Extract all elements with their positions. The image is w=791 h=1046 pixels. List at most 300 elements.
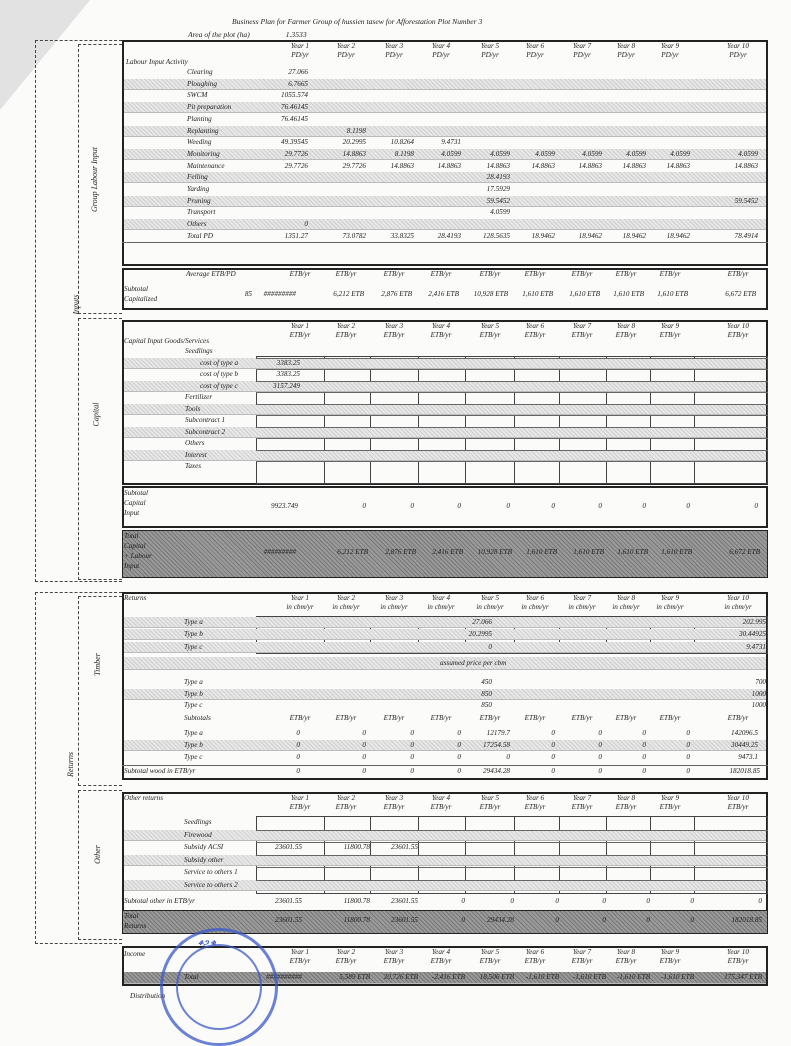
revenue-cell: 9473.1 xyxy=(738,753,758,761)
labour-row-label: Felling xyxy=(187,173,208,182)
income-unit-4: ETB/yr xyxy=(430,957,452,965)
revenue-cell: 0 xyxy=(642,729,646,737)
subtotal-label: Subtotal xyxy=(124,285,148,293)
capital-row-label: Subcontract 1 xyxy=(185,416,226,424)
total-capital-cell: 1,610 ETB xyxy=(661,548,692,556)
capital-subtotal-box xyxy=(122,486,768,528)
capital-year-10: Year 10 xyxy=(727,322,749,330)
other-row-label: Subsidy other xyxy=(184,855,224,864)
capital-grid-vline xyxy=(514,356,515,484)
volume-y10: 9.4731 xyxy=(746,642,766,651)
area-value: 1.3533 xyxy=(285,30,307,39)
capital-subtotal-cell: 0 xyxy=(754,502,758,510)
income-col0: Income xyxy=(124,950,146,958)
avg-value: 85 xyxy=(244,290,252,298)
capital-grid-hline xyxy=(256,438,768,439)
labour-row-band xyxy=(124,126,766,137)
labour-cell: 14.8863 xyxy=(486,161,510,170)
income-cell: 20,726 ETB xyxy=(383,973,418,981)
labour-cell: 78.4914 xyxy=(734,231,758,240)
capital-row-label: cost of type c xyxy=(200,381,238,390)
revenue-cell: 142096.5 xyxy=(731,729,758,737)
price-type: Type a xyxy=(184,678,203,686)
other-grid-hline xyxy=(256,855,768,856)
labour-year-6: Year 6 xyxy=(525,42,545,50)
income-year-2: Year 2 xyxy=(336,948,356,956)
income-unit-10: ETB/yr xyxy=(727,957,749,965)
price-y5: 450 xyxy=(481,678,492,686)
labour-cell: 76.46145 xyxy=(281,114,308,123)
timber-sub-cell: 0 xyxy=(598,767,602,775)
volume-type: Type b xyxy=(184,630,203,639)
capital-unit-9: ETB/yr xyxy=(659,331,681,339)
labour-year-3: Year 3 xyxy=(384,42,404,50)
cap-sub1: Subtotal xyxy=(124,489,148,497)
timber-year-8: Year 8 xyxy=(616,594,636,602)
capital-unit-1: ETB/yr xyxy=(289,331,311,339)
volume-y10: 30.44925 xyxy=(739,630,766,639)
labour-cell: 33.8325 xyxy=(390,231,414,240)
revenue-cell: 17254.58 xyxy=(483,741,510,749)
revenue-cell: 0 xyxy=(686,729,690,737)
other-row-label: Service to others 1 xyxy=(184,868,238,877)
capital-grid xyxy=(256,356,768,484)
capital-grid-hline xyxy=(256,381,768,382)
other-unit-5: ETB/yr xyxy=(479,803,501,811)
volume-row-band xyxy=(124,617,766,628)
labour-cell: 4.0599 xyxy=(626,149,646,158)
income-year-1: Year 1 xyxy=(290,948,310,956)
capital-subtotal-cell: 0 xyxy=(551,502,555,510)
labour-row-label: Transport xyxy=(187,208,216,217)
timber-sub-cell: 0 xyxy=(686,767,690,775)
total-returns-cell: 11800.78 xyxy=(343,916,370,924)
income-year-3: Year 3 xyxy=(384,948,404,956)
labour-unit-5: PD/yr xyxy=(481,51,499,59)
label-inputs: Inputs xyxy=(71,294,81,315)
income-year-9: Year 9 xyxy=(660,948,680,956)
capital-row-label: Subcontract 2 xyxy=(185,427,226,436)
labour-total-line xyxy=(122,242,768,243)
other-unit-1: ETB/yr xyxy=(289,803,311,811)
capital-grid-vline xyxy=(694,356,695,484)
labour-cell: 9.4731 xyxy=(441,138,461,147)
other-sub-cell: 23601.55 xyxy=(391,897,418,905)
timber-unit-9: in cbm/yr xyxy=(656,603,684,611)
labour-cell: 18.9462 xyxy=(622,231,646,240)
timber-year-7: Year 7 xyxy=(572,594,592,602)
labour-unit-4: PD/yr xyxy=(432,51,450,59)
label-timber: Timber xyxy=(92,653,102,676)
avg-label: Average ETB/PD xyxy=(186,270,236,278)
capital-row-label: cost of type a xyxy=(200,358,239,367)
other-unit-8: ETB/yr xyxy=(615,803,637,811)
timber-unit-3: in cbm/yr xyxy=(380,603,408,611)
capital-grid-hline xyxy=(256,392,768,393)
total-returns-cell: 23601.55 xyxy=(275,916,302,924)
subtotals-unit: ETB/yr xyxy=(335,714,357,722)
labour-year-7: Year 7 xyxy=(572,42,592,50)
labour-row-band xyxy=(124,79,766,90)
other-sub-cell: 0 xyxy=(646,897,650,905)
labour-cell: 73.0782 xyxy=(342,231,366,240)
income-cell: -2,416 ETB xyxy=(431,973,465,981)
other-sub-cell: 0 xyxy=(602,897,606,905)
capital-grid-vline xyxy=(650,356,651,484)
labour-cell: 4.0599 xyxy=(441,149,461,158)
income-unit-5: ETB/yr xyxy=(479,957,501,965)
labour-bracket xyxy=(78,44,122,314)
capital-subtotal-cell: 0 xyxy=(686,502,690,510)
other-sub-cell: 0 xyxy=(510,897,514,905)
other-sub-cell: 0 xyxy=(555,897,559,905)
timber-sub-label: Subtotal wood in ETB/yr xyxy=(124,767,196,775)
assumed-label: assumed price per cbm xyxy=(440,659,507,667)
revenue-cell: 0 xyxy=(362,753,366,761)
capital-unit-4: ETB/yr xyxy=(430,331,452,339)
tot3: + Labour xyxy=(124,552,152,560)
label-returns: Returns xyxy=(65,752,75,777)
labour-cell: 0 xyxy=(304,220,308,229)
timber-col0: Returns xyxy=(124,594,147,602)
other-unit-6: ETB/yr xyxy=(524,803,546,811)
subtotals-unit: ETB/yr xyxy=(289,714,311,722)
tot-returns-1: Total xyxy=(124,912,139,920)
revenue-cell: 0 xyxy=(457,741,461,749)
labour-unit-2: PD/yr xyxy=(337,51,355,59)
other-year-8: Year 8 xyxy=(616,794,636,802)
subtotals-unit: ETB/yr xyxy=(479,714,501,722)
revenue-cell: 0 xyxy=(642,741,646,749)
income-year-10: Year 10 xyxy=(727,948,749,956)
official-stamp-inner xyxy=(176,944,262,1030)
capital-unit-10: ETB/yr xyxy=(727,331,749,339)
tot-returns-2: Returns xyxy=(124,922,147,930)
total-capital-cell: 10,928 ETB xyxy=(477,548,512,556)
other-year-5: Year 5 xyxy=(480,794,500,802)
labour-subtotal-cell: 2,876 ETB xyxy=(381,290,412,298)
labour-cell: 18.9462 xyxy=(578,231,602,240)
revenue-cell: 30449.25 xyxy=(731,741,758,749)
capital-grid-vline xyxy=(606,356,607,484)
labour-unit-7: PD/yr xyxy=(573,51,591,59)
total-returns-cell: 0 xyxy=(646,916,650,924)
capital-grid-vline xyxy=(324,356,325,484)
labour-col0: Labour Input Activity xyxy=(126,58,188,66)
labour-cell: 18.9462 xyxy=(531,231,555,240)
total-capital-cell: 6,212 ETB xyxy=(337,548,368,556)
avg-unit: ETB/yr xyxy=(335,270,357,278)
labour-subtotal-cell: 1,610 ETB xyxy=(569,290,600,298)
timber-year-5: Year 5 xyxy=(480,594,500,602)
timber-year-6: Year 6 xyxy=(525,594,545,602)
revenue-cell: 0 xyxy=(296,753,300,761)
capital-subtotal-cell: 0 xyxy=(642,502,646,510)
labour-year-5: Year 5 xyxy=(480,42,500,50)
total-returns-cell: 0 xyxy=(461,916,465,924)
labour-cell: 8.1198 xyxy=(346,126,366,135)
total-capital-cell: 1,610 ETB xyxy=(573,548,604,556)
timber-bracket xyxy=(78,596,122,786)
capital-year-4: Year 4 xyxy=(431,322,451,330)
timber-unit-2: in cbm/yr xyxy=(332,603,360,611)
total-returns-cell: 0 xyxy=(602,916,606,924)
total-returns-cell: 0 xyxy=(555,916,559,924)
avg-unit: ETB/yr xyxy=(383,270,405,278)
labour-cell: 28.4193 xyxy=(486,173,510,182)
capital-subtotal-cell: 0 xyxy=(457,502,461,510)
labour-cell: 17.5929 xyxy=(486,185,510,193)
capital-subtotal-cell: 9923.749 xyxy=(271,502,298,510)
capital-grid-hline xyxy=(256,358,768,359)
total-returns-cell: 29434.28 xyxy=(487,916,514,924)
labour-row-band xyxy=(124,172,766,183)
revenue-type: Type a xyxy=(184,729,203,737)
revenue-cell: 0 xyxy=(506,753,510,761)
capital-unit-6: ETB/yr xyxy=(524,331,546,339)
other-grid-hline xyxy=(256,867,768,868)
price-type: Type b xyxy=(184,689,203,698)
total-capital-cell: 2,416 ETB xyxy=(432,548,463,556)
timber-sub-cell: 29434.28 xyxy=(483,767,510,775)
labour-subtotal-cell: 1,610 ETB xyxy=(522,290,553,298)
revenue-cell: 0 xyxy=(410,753,414,761)
labour-cell: 6.7665 xyxy=(288,79,308,88)
tot1: Total xyxy=(124,532,139,540)
income-year-8: Year 8 xyxy=(616,948,636,956)
labour-cell: 14.8863 xyxy=(342,149,366,158)
labour-unit-3: PD/yr xyxy=(385,51,403,59)
subtotals-unit: ETB/yr xyxy=(524,714,546,722)
revenue-cell: 0 xyxy=(457,753,461,761)
total-capital-cell: 6,672 ETB xyxy=(729,548,760,556)
price-type: Type c xyxy=(184,701,203,709)
timber-sub-cell: 0 xyxy=(642,767,646,775)
revenue-cell: 0 xyxy=(598,741,602,749)
volume-y5: 27.066 xyxy=(472,618,492,626)
area-line xyxy=(188,30,307,39)
revenue-cell: 0 xyxy=(410,741,414,749)
total-capital-cell: ######### xyxy=(263,548,296,556)
volume-type: Type a xyxy=(184,618,203,626)
other-year-6: Year 6 xyxy=(525,794,545,802)
page-title: Business Plan for Farmer Group of hussien tasew for Afforestation Plot Number 3 xyxy=(232,17,483,26)
volume-y10: 202.995 xyxy=(742,618,766,626)
labour-cell: 4.0599 xyxy=(535,149,555,158)
revenue-cell: 0 xyxy=(457,729,461,737)
other-row-label: Firewood xyxy=(184,830,212,839)
capital-grid-hline xyxy=(256,450,768,451)
other-grid-hline xyxy=(256,830,768,831)
other-sub-label: Subtotal other in ETB/yr xyxy=(124,897,195,905)
capital-subtotal-cell: 0 xyxy=(362,502,366,510)
income-year-7: Year 7 xyxy=(572,948,592,956)
capital-unit-7: ETB/yr xyxy=(571,331,593,339)
labour-cell: 29.7726 xyxy=(284,149,308,158)
capital-unit-2: ETB/yr xyxy=(335,331,357,339)
subtotals-unit: ETB/yr xyxy=(615,714,637,722)
revenue-row-band xyxy=(124,740,766,751)
other-unit-3: ETB/yr xyxy=(383,803,405,811)
other-sub-cell: 11800.78 xyxy=(343,897,370,905)
other-row-label: Subsidy ACSI xyxy=(184,843,224,852)
total-capital-cell: 1,610 ETB xyxy=(526,548,557,556)
capital-grid-hline xyxy=(256,461,768,462)
labour-year-1: Year 1 xyxy=(290,42,310,50)
revenue-cell: 0 xyxy=(551,729,555,737)
labour-subtotal-cell: 6,212 ETB xyxy=(333,290,364,298)
revenue-type: Type b xyxy=(184,741,203,749)
income-year-6: Year 6 xyxy=(525,948,545,956)
other-year-3: Year 3 xyxy=(384,794,404,802)
price-y10: 1000 xyxy=(751,689,766,698)
income-unit-1: ETB/yr xyxy=(289,957,311,965)
capital-cell: 3157.249 xyxy=(273,381,300,390)
timber-sub-cell: 0 xyxy=(296,767,300,775)
capital-grid-vline xyxy=(465,356,466,484)
subtotals-unit: ETB/yr xyxy=(383,714,405,722)
revenue-cell: 12179.7 xyxy=(486,729,510,737)
other-sub-cell: 23601.55 xyxy=(275,897,302,905)
revenue-cell: 0 xyxy=(362,741,366,749)
timber-year-1: Year 1 xyxy=(290,594,310,602)
labour-unit-10: PD/yr xyxy=(729,51,747,59)
labour-cell: 4.0599 xyxy=(582,149,602,158)
other-year-7: Year 7 xyxy=(572,794,592,802)
timber-year-3: Year 3 xyxy=(384,594,404,602)
income-cell: -1,610 ETB xyxy=(572,973,606,981)
timber-unit-8: in cbm/yr xyxy=(612,603,640,611)
avg-unit: ETB/yr xyxy=(727,270,749,278)
timber-sub-cell: 182018.85 xyxy=(729,767,760,775)
other-row-band xyxy=(124,830,766,841)
labour-row-label: Planting xyxy=(187,114,212,123)
subtotals-unit: ETB/yr xyxy=(430,714,452,722)
revenue-cell: 0 xyxy=(410,729,414,737)
tot2: Capital xyxy=(124,542,146,550)
total-returns-cell: 0 xyxy=(690,916,694,924)
timber-unit-5: in cbm/yr xyxy=(476,603,504,611)
labour-row-label: Yarding xyxy=(187,185,210,193)
revenue-cell: 0 xyxy=(296,729,300,737)
labour-cell: 14.8863 xyxy=(390,161,414,170)
labour-cell: 1351.27 xyxy=(284,231,308,240)
total-returns-cell: 182018.85 xyxy=(731,916,762,924)
capital-unit-8: ETB/yr xyxy=(615,331,637,339)
capital-year-5: Year 5 xyxy=(480,322,500,330)
volume-y5: 0 xyxy=(488,642,492,651)
labour-year-9: Year 9 xyxy=(660,42,680,50)
capital-grid-hline xyxy=(256,415,768,416)
labour-unit-9: PD/yr xyxy=(661,51,679,59)
labour-cell: 49.39545 xyxy=(281,138,308,147)
timber-sub-line xyxy=(122,765,768,766)
timber-unit-6: in cbm/yr xyxy=(521,603,549,611)
other-grid-hline xyxy=(256,880,768,881)
labour-cell: 29.7726 xyxy=(284,161,308,170)
labour-row-label: Weeding xyxy=(187,138,212,147)
labour-cell: 29.7726 xyxy=(342,161,366,170)
timber-year-10: Year 10 xyxy=(727,594,749,602)
labour-row-label: SWCM xyxy=(187,91,208,100)
revenue-cell: 0 xyxy=(598,753,602,761)
other-col0: Other returns xyxy=(124,794,164,802)
labour-row-label: Maintenance xyxy=(187,161,225,170)
avg-unit: ETB/yr xyxy=(524,270,546,278)
other-unit-2: ETB/yr xyxy=(335,803,357,811)
income-cell: ########## xyxy=(266,973,302,981)
capital-year-1: Year 1 xyxy=(290,322,310,330)
capital-year-2: Year 2 xyxy=(336,322,356,330)
timber-unit-1: in cbm/yr xyxy=(286,603,314,611)
other-row-label: Service to others 2 xyxy=(184,881,238,889)
capital-grid-vline xyxy=(418,356,419,484)
labour-cell: 59.5452 xyxy=(486,196,510,205)
income-total-label: Total xyxy=(184,973,199,981)
capital-subtotal-cell: 0 xyxy=(598,502,602,510)
other-unit-10: ETB/yr xyxy=(727,803,749,811)
capital-subtotal-cell: 0 xyxy=(506,502,510,510)
revenue-cell: 0 xyxy=(642,753,646,761)
capital-cell: 3383.25 xyxy=(276,370,300,378)
capital-row-label: Seedlings xyxy=(185,347,213,355)
labour-row-band xyxy=(124,219,766,230)
income-unit-8: ETB/yr xyxy=(615,957,637,965)
subtotals-label: Subtotals xyxy=(184,714,211,722)
volume-row-band xyxy=(124,642,766,653)
labour-row-label: Total PD xyxy=(187,231,213,240)
income-unit-7: ETB/yr xyxy=(571,957,593,965)
labour-cell: 10.8264 xyxy=(390,138,414,147)
income-cell: -1,610 ETB xyxy=(525,973,559,981)
labour-cell: 14.8863 xyxy=(531,161,555,170)
label-other: Other xyxy=(92,845,102,864)
income-unit-6: ETB/yr xyxy=(524,957,546,965)
timber-sub-cell: 0 xyxy=(457,767,461,775)
revenue-type: Type c xyxy=(184,753,203,761)
timber-unit-4: in cbm/yr xyxy=(427,603,455,611)
income-unit-3: ETB/yr xyxy=(383,957,405,965)
capital-grid-hline xyxy=(256,369,768,370)
timber-year-4: Year 4 xyxy=(431,594,451,602)
avg-unit: ETB/yr xyxy=(289,270,311,278)
capital-year-8: Year 8 xyxy=(616,322,636,330)
capital-year-3: Year 3 xyxy=(384,322,404,330)
other-year-1: Year 1 xyxy=(290,794,310,802)
label-capital: Capital xyxy=(91,402,101,427)
total-returns-cell: 23601.55 xyxy=(391,916,418,924)
labour-year-2: Year 2 xyxy=(336,42,356,50)
labour-subtotal-cell: 1,610 ETB xyxy=(657,290,688,298)
avg-unit: ETB/yr xyxy=(659,270,681,278)
capital-bracket xyxy=(78,318,122,580)
timber-sub-cell: 0 xyxy=(410,767,414,775)
labour-cell: 14.8863 xyxy=(437,161,461,170)
labour-cell: 18.9462 xyxy=(666,231,690,240)
capital-row-band xyxy=(124,450,766,461)
revenue-cell: 0 xyxy=(296,741,300,749)
distribution-label: Distribution xyxy=(130,992,166,1000)
other-sub-cell: 0 xyxy=(758,897,762,905)
timber-unit-7: in cbm/yr xyxy=(568,603,596,611)
cap-sub3: Input xyxy=(124,509,140,517)
labour-row-band xyxy=(124,196,766,207)
revenue-cell: 0 xyxy=(362,729,366,737)
labour-cell: 14.8863 xyxy=(578,161,602,170)
total-capital-cell: 1,610 ETB xyxy=(617,548,648,556)
subtotals-unit: ETB/yr xyxy=(571,714,593,722)
labour-cell: 128.5635 xyxy=(483,231,510,240)
